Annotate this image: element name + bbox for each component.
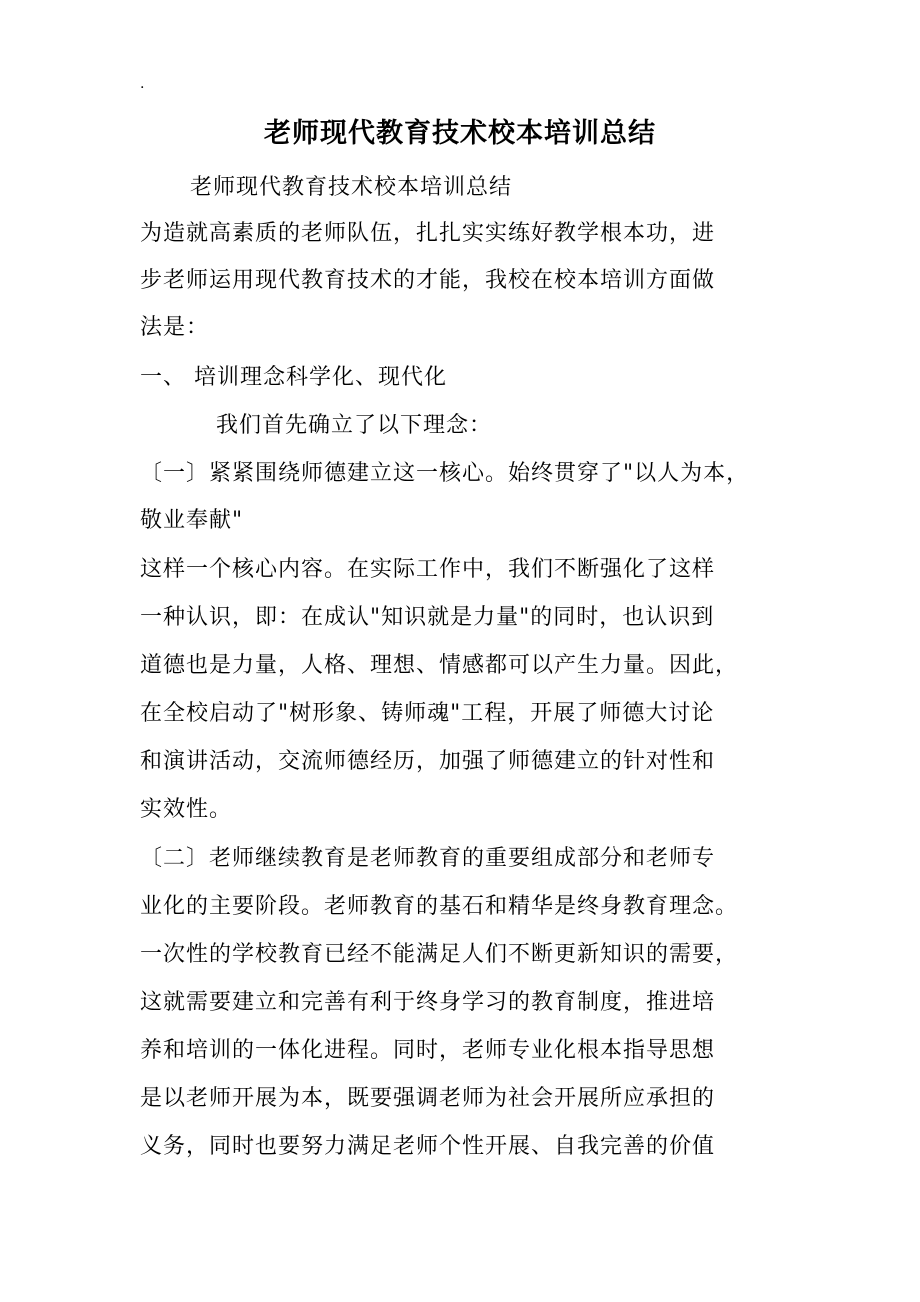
subtitle-line: 老师现代教育技术校本培训总结 [190,175,513,200]
body-line: 在全校启动了"树形象、铸师魂"工程，开展了师德大讨论 [140,701,715,726]
body-line: 我们首先确立了以下理念： [216,413,493,438]
body-line: 〔一〕紧紧围绕师德建立这一核心。始终贯穿了"以人为本， [140,461,750,486]
body-line: 业化的主要阶段。老师教育的基石和精华是终身教育理念。 [140,894,739,919]
body-line: 这样一个核心内容。在实际工作中，我们不断强化了这样 [140,557,716,582]
body-line: 〔二〕老师继续教育是老师教育的重要组成部分和老师专 [140,846,716,871]
body-line: 敬业奉献" [140,508,244,533]
body-line: 实效性。 [140,797,233,822]
body-line: 道德也是力量，人格、理想、情感都可以产生力量。因此， [140,653,739,678]
body-line: 步老师运用现代教育技术的才能，我校在校本培训方面做 [140,268,716,293]
header-mark: . [140,76,145,92]
body-line: 为造就高素质的老师队伍，扎扎实实练好教学根本功，进 [140,221,716,246]
body-line: 养和培训的一体化进程。同时，老师专业化根本指导思想 [140,1038,716,1063]
body-line: 义务，同时也要努力满足老师个性开展、自我完善的价值 [140,1134,716,1159]
body-line: 一种认识，即：在成认"知识就是力量"的同时，也认识到 [140,605,715,630]
body-line: 这就需要建立和完善有利于终身学习的教育制度，推进培 [140,990,716,1015]
body-line: 是以老师开展为本，既要强调老师为社会开展所应承担的 [140,1086,716,1111]
section-heading: 一、 培训理念科学化、现代化 [140,365,447,390]
body-line: 和演讲活动，交流师德经历，加强了师德建立的针对性和 [140,749,716,774]
body-line: 法是： [140,315,210,340]
body-line: 一次性的学校教育已经不能满足人们不断更新知识的需要， [140,942,739,967]
document-title: 老师现代教育技术校本培训总结 [264,118,656,149]
